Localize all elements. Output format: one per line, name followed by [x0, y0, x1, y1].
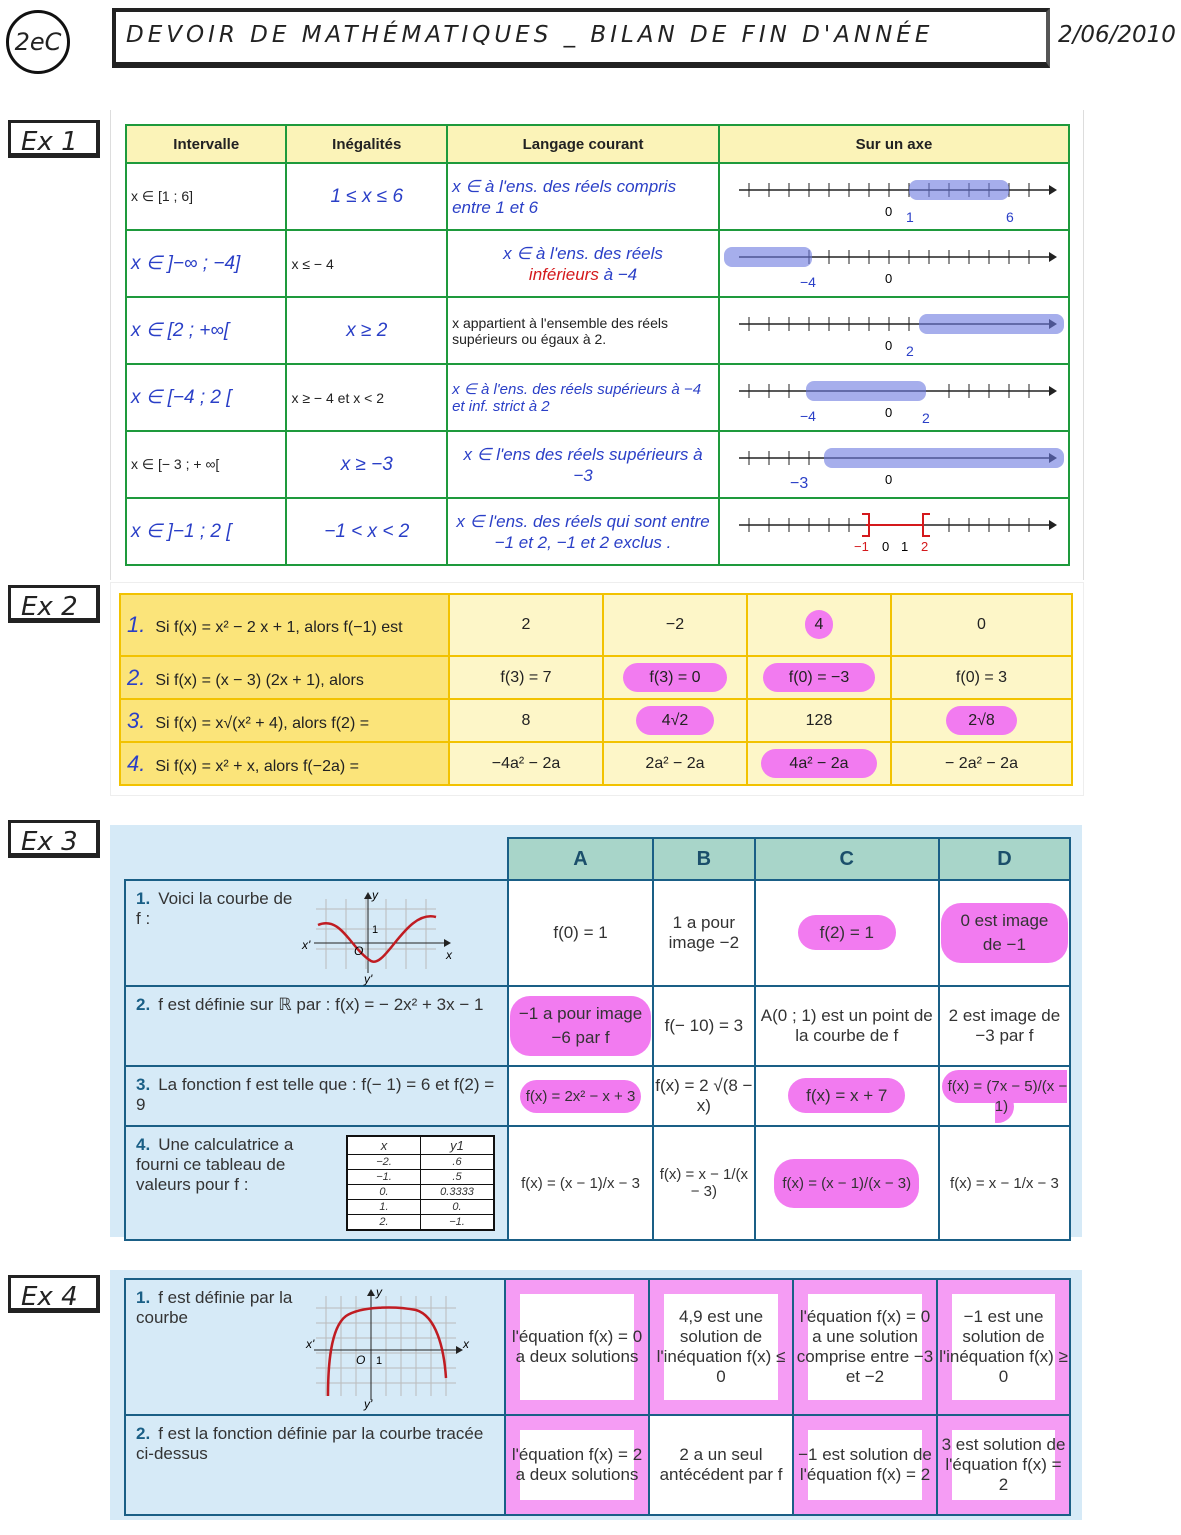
answer: 2√8 [946, 706, 1017, 735]
answer: A(0 ; 1) est un point de la courbe de f [755, 986, 939, 1066]
language: x ∈ l'ens des réels supérieurs à −3 [447, 431, 719, 498]
axis-label: −3 [790, 475, 809, 492]
language: x appartient à l'ensemble des réels supérieurs ou égaux à 2. [447, 297, 719, 364]
ex1-table [125, 124, 1070, 566]
ex1-header: Intervalle [126, 125, 286, 163]
answer: l'équation f(x) = 0 a deux solutions [505, 1279, 649, 1415]
axis-cell [719, 163, 1069, 230]
question-number: 4. [136, 1135, 151, 1154]
svg-text:1: 1 [372, 924, 379, 936]
svg-text:x: x [463, 1337, 469, 1351]
interval: x ∈ [2 ; +∞[ [126, 297, 286, 364]
column-header: A [508, 838, 653, 880]
svg-text:x: x [446, 948, 452, 962]
question: Voici la courbe de f : [136, 889, 293, 928]
answer: 128 [747, 699, 891, 742]
question-number: 1. [136, 889, 151, 908]
question-number: 3. [127, 707, 146, 733]
svg-text:y': y' [364, 972, 373, 986]
ex4-panel [110, 1270, 1082, 1520]
axis-label: −4 [800, 408, 816, 424]
page-title: DEVOIR DE MATHÉMATIQUES _ BILAN DE FIN D'ANNÉE [126, 22, 934, 48]
table-row [126, 297, 1069, 364]
answer: −2 [603, 594, 747, 656]
answer: f(x) = (7x − 5)/(x − 1) [942, 1070, 1068, 1123]
interval: x ∈ ]−1 ; 2 [ [126, 498, 286, 565]
ex4-label: Ex 4 [8, 1275, 100, 1313]
table-row [120, 742, 1072, 785]
ex2-panel [110, 582, 1084, 796]
inequality: 1 ≤ x ≤ 6 [286, 163, 447, 230]
svg-text:x': x' [302, 938, 311, 952]
function-graph [306, 1285, 476, 1411]
answer: f(− 10) = 3 [653, 986, 755, 1066]
table-row [125, 986, 1070, 1066]
axis-label: 6 [1006, 209, 1014, 225]
axis-cell [719, 498, 1069, 565]
question-number: 2. [136, 1424, 151, 1443]
class-label: 2eC [6, 10, 70, 74]
ex3-label: Ex 3 [8, 820, 100, 858]
table-row [125, 1066, 1070, 1126]
interval: x ∈ [−4 ; 2 [ [126, 364, 286, 431]
answer: f(x) = 2 √(8 − x) [653, 1066, 755, 1126]
axis-label: −4 [800, 274, 816, 290]
answer: f(2) = 1 [798, 915, 896, 950]
question-number: 2. [136, 995, 151, 1014]
inequality: x ≤ − 4 [286, 230, 447, 297]
ex4-table [124, 1278, 1071, 1516]
inequality: x ≥ − 4 et x < 2 [286, 364, 447, 431]
axis-label: 0 [885, 338, 893, 353]
axis-cell [719, 230, 1069, 297]
answer: − 2a² − 2a [891, 742, 1072, 785]
answer: f(x) = 2x² − x + 3 [520, 1080, 642, 1113]
question-number: 2. [127, 664, 146, 690]
ex1-label: Ex 1 [8, 120, 100, 158]
table-row [125, 1279, 1070, 1415]
answer: f(0) = 1 [508, 880, 653, 986]
answer: 0 [891, 594, 1072, 656]
question: Une calculatrice a fourni ce tableau de valeurs pour f : [136, 1135, 294, 1194]
axis-label: 0 [885, 271, 893, 286]
axis-label: 0 [882, 539, 890, 554]
svg-text:1: 1 [376, 1355, 383, 1367]
number-line [724, 300, 1064, 358]
answer: 3 est solution de l'équation f(x) = 2 [937, 1415, 1070, 1515]
axis-cell [719, 364, 1069, 431]
number-line [724, 166, 1064, 224]
table-row [126, 364, 1069, 431]
answer: 4√2 [636, 706, 715, 735]
answer: 4,9 est une solution de l'inéquation f(x) ≤ 0 [649, 1279, 793, 1415]
table-row [125, 1126, 1070, 1240]
answer: 2 a un seul antécédent par f [649, 1415, 793, 1515]
answer: 4 [805, 610, 834, 639]
axis-label: 0 [885, 472, 893, 487]
table-row [120, 594, 1072, 656]
column-header: C [755, 838, 939, 880]
number-line [724, 233, 1064, 291]
ex1-header: Inégalités [286, 125, 447, 163]
question: Si f(x) = (x − 3) (2x + 1), alors [155, 671, 364, 689]
answer: −1 a pour image −6 par f [510, 996, 651, 1056]
answer: f(0) = 3 [891, 656, 1072, 699]
answer: 0 est image de −1 [941, 903, 1068, 963]
axis-label: 2 [921, 539, 929, 554]
function-graph [296, 888, 456, 986]
answer: 2 [449, 594, 603, 656]
ex1-panel [110, 110, 1084, 580]
question: La fonction f est telle que : f(− 1) = 6 et f(2) = 9 [136, 1075, 495, 1114]
ex3-panel [110, 825, 1082, 1237]
axis-cell [719, 431, 1069, 498]
inequality: x ≥ −3 [286, 431, 447, 498]
date: 2/06/2010 [1058, 22, 1176, 48]
question: Si f(x) = x√(x² + 4), alors f(2) = [155, 714, 370, 732]
language: x ∈ l'ens. des réels qui sont entre −1 et 2, −1 et 2 exclus . [447, 498, 719, 565]
table-row [125, 880, 1070, 986]
title-box [112, 8, 1050, 68]
answer: l'équation f(x) = 2 a deux solutions [505, 1415, 649, 1515]
interval: x ∈ ]−∞ ; −4] [126, 230, 286, 297]
axis-label: 2 [922, 410, 930, 426]
number-line [724, 501, 1064, 559]
number-line [724, 434, 1064, 492]
ex1-header: Langage courant [447, 125, 719, 163]
svg-text:y': y' [364, 1397, 373, 1411]
axis-label: 0 [885, 204, 893, 219]
svg-text:O: O [354, 944, 364, 958]
axis-label: 1 [901, 539, 909, 554]
values-table: x y1 −2. .6 −1. .5 0. 0.3333 1. 0. 2. −1. [346, 1135, 495, 1231]
question-number: 1. [136, 1288, 151, 1307]
table-row [120, 656, 1072, 699]
question-number: 3. [136, 1075, 151, 1094]
question-number: 4. [127, 750, 146, 776]
axis-cell [719, 297, 1069, 364]
answer: f(x) = x + 7 [788, 1078, 905, 1113]
question-number: 1. [127, 612, 146, 637]
answer: 8 [449, 699, 603, 742]
axis-label: 2 [906, 343, 914, 359]
ex1-header: Sur un axe [719, 125, 1069, 163]
question: f est définie sur ℝ par : f(x) = − 2x² + 3x − 1 [158, 995, 484, 1014]
interval: x ∈ [− 3 ; + ∞[ [126, 431, 286, 498]
answer: −4a² − 2a [449, 742, 603, 785]
question: Si f(x) = x² − 2 x + 1, alors f(−1) est [155, 619, 403, 636]
column-header: B [653, 838, 755, 880]
answer: f(3) = 7 [449, 656, 603, 699]
svg-text:y: y [372, 888, 378, 902]
answer: 2a² − 2a [603, 742, 747, 785]
answer: −1 est solution de l'équation f(x) = 2 [793, 1415, 937, 1515]
question: f est définie par la courbe [136, 1288, 293, 1327]
ex2-table [119, 593, 1073, 786]
ex2-label: Ex 2 [8, 585, 100, 623]
svg-text:O: O [356, 1353, 366, 1367]
number-line [724, 367, 1064, 425]
answer: f(x) = (x − 1)/(x − 3) [774, 1159, 919, 1208]
answer: f(x) = (x − 1)/x − 3 [508, 1126, 653, 1240]
answer: f(x) = x − 1/x − 3 [939, 1126, 1070, 1240]
table-row [126, 498, 1069, 565]
table-row [126, 230, 1069, 297]
answer: f(3) = 0 [623, 663, 726, 692]
answer: f(x) = x − 1/(x − 3) [653, 1126, 755, 1240]
table-row [120, 699, 1072, 742]
table-row [125, 1415, 1070, 1515]
table-row [126, 431, 1069, 498]
table-row [126, 163, 1069, 230]
svg-text:x': x' [306, 1337, 315, 1351]
answer: f(0) = −3 [763, 663, 875, 692]
svg-text:y: y [376, 1285, 382, 1299]
answer: −1 est une solution de l'inéquation f(x) ≥ 0 [937, 1279, 1070, 1415]
language: x ∈ à l'ens. des réels supérieurs à −4 et inf. strict à 2 [447, 364, 719, 431]
question: Si f(x) = x² + x, alors f(−2a) = [155, 757, 359, 775]
question: f est la fonction définie par la courbe tracée ci-dessus [136, 1424, 484, 1463]
answer: 1 a pour image −2 [653, 880, 755, 986]
answer: 2 est image de −3 par f [939, 986, 1070, 1066]
language: x ∈ à l'ens. des réels compris entre 1 et 6 [447, 163, 719, 230]
column-header: D [939, 838, 1070, 880]
axis-label: 1 [906, 209, 914, 225]
inequality: −1 < x < 2 [286, 498, 447, 565]
language: à −4 [603, 264, 638, 284]
interval: x ∈ [1 ; 6] [126, 163, 286, 230]
ex3-table [124, 837, 1071, 1241]
language: inférieurs [528, 264, 599, 284]
answer: l'équation f(x) = 0 a une solution comprise entre −3 et −2 [793, 1279, 937, 1415]
language: x ∈ à l'ens. des réels [503, 243, 663, 263]
inequality: x ≥ 2 [286, 297, 447, 364]
answer: 4a² − 2a [761, 749, 876, 778]
axis-label: 0 [885, 405, 893, 420]
axis-label: −1 [854, 539, 869, 554]
